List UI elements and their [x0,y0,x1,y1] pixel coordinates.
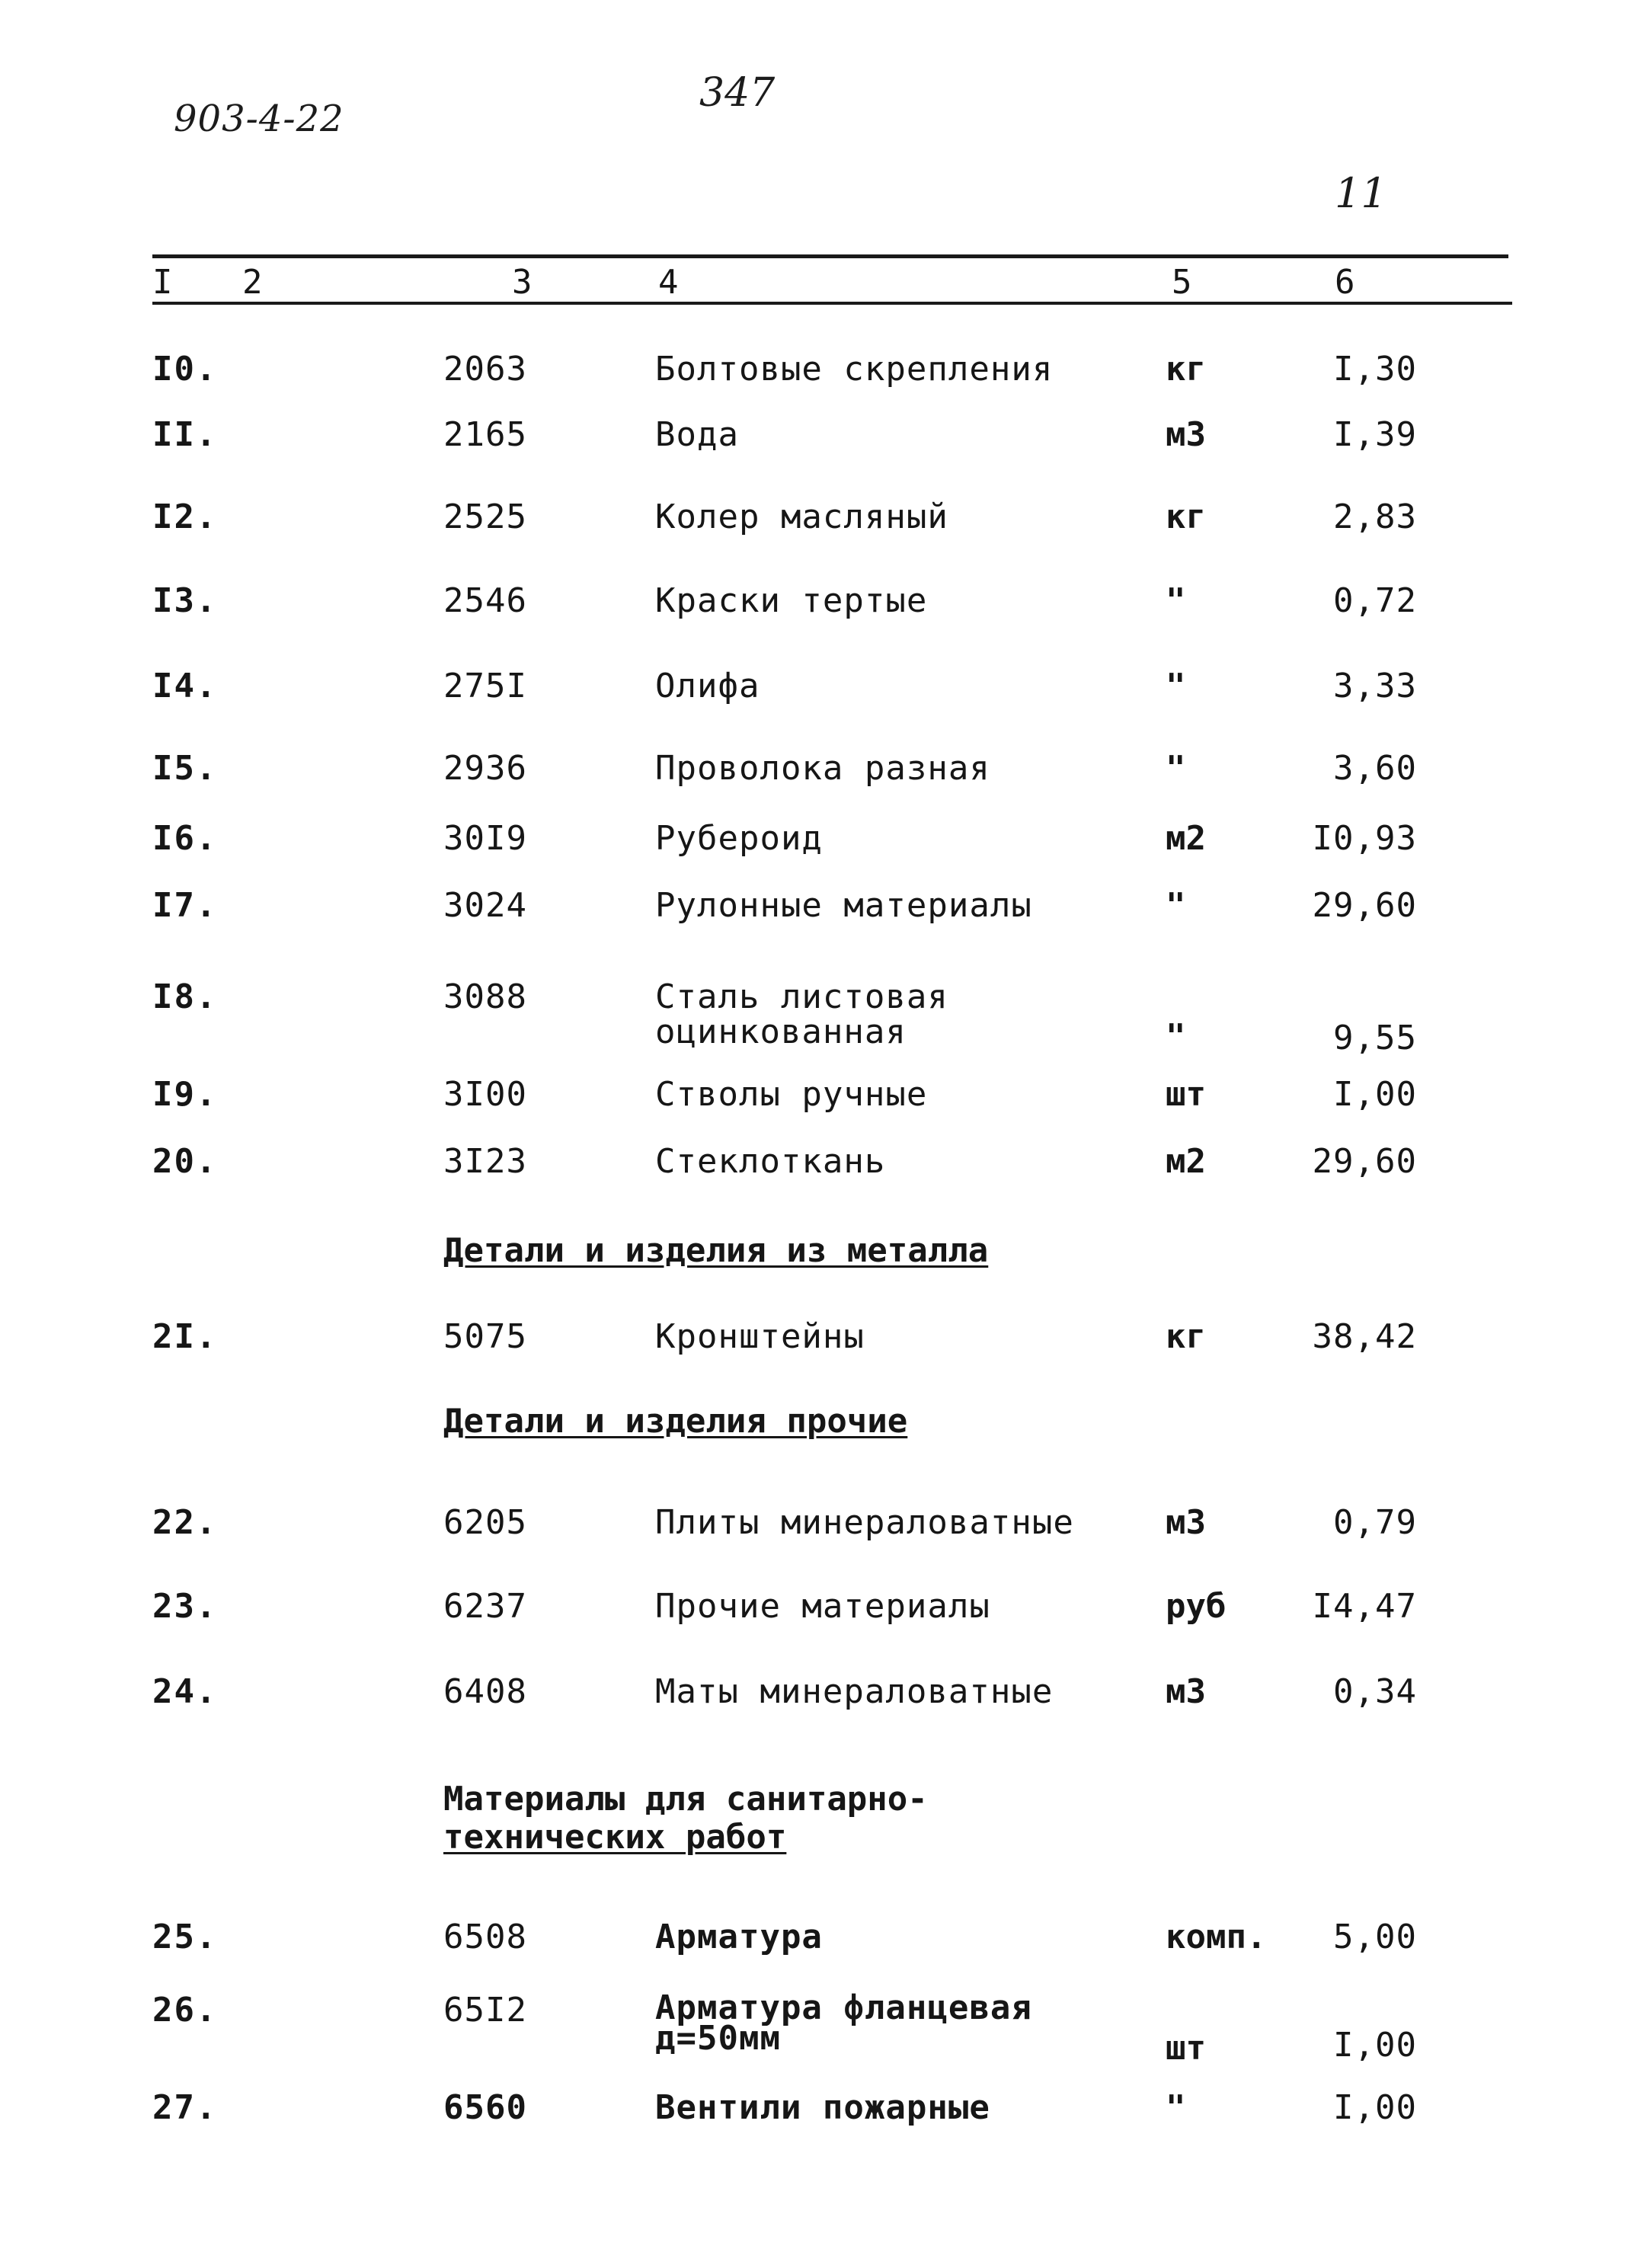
table-row [0,1672,1628,1720]
row-code: 2525 [443,497,527,536]
row-name: Стволы ручные [655,1075,928,1114]
row-number: 23. [152,1587,218,1626]
table-row [0,1505,1628,1551]
row-quantity: 38,42 [1312,1317,1417,1356]
row-code: 6237 [443,1587,527,1626]
row-name: Вода [655,415,739,454]
row-name: Олифа [655,667,760,705]
row-code: 2936 [443,749,527,788]
table-header-rule [152,302,1512,305]
row-name: Краски тертые [655,581,928,620]
table-row [0,1988,1628,2077]
row-unit: руб [1166,1587,1227,1626]
row-number: I8. [152,977,218,1016]
row-name: Маты минераловатные [655,1672,1054,1711]
row-quantity: 5,00 [1333,1918,1417,1956]
row-number: I2. [152,497,218,536]
row-number: 27. [152,2088,218,2127]
row-name: Проволока разная [655,749,990,788]
table-row [0,1144,1628,1190]
column-header-6: 6 [1335,263,1355,302]
row-number: I0. [152,350,218,389]
row-quantity: 0,34 [1333,1672,1417,1711]
table-top-rule [152,254,1508,258]
row-number: 25. [152,1918,218,1956]
table-row [0,669,1628,715]
row-number: I6. [152,819,218,858]
row-number: I3. [152,581,218,620]
table-row [0,751,1628,797]
row-quantity: 0,72 [1333,581,1417,620]
row-name: Стеклоткань [655,1142,886,1181]
table-row [0,497,1628,545]
row-number: 22. [152,1503,218,1542]
row-unit: " [1166,581,1186,620]
row-name: Арматура [655,1918,823,1956]
section-heading-metal: Детали и изделия из металла [443,1231,989,1270]
row-unit: м2 [1166,819,1206,858]
row-unit: комп. [1166,1918,1267,1956]
row-name: Болтовые скрепления [655,350,1054,389]
table-row [0,352,1628,398]
row-quantity: 3,33 [1333,667,1417,705]
row-code: 5075 [443,1317,527,1356]
row-number: I4. [152,667,218,705]
row-code: 3I23 [443,1142,527,1181]
row-code: 6560 [443,2088,527,2127]
row-unit: шт [1166,1075,1206,1114]
row-unit: шт [1166,2029,1206,2068]
row-code: 275I [443,667,527,705]
column-header-5: 5 [1172,263,1192,302]
row-number: 26. [152,1991,218,2030]
table-row [0,977,1628,1071]
row-code: 3I00 [443,1075,527,1114]
row-name: Арматура фланцевая д=50мм [655,1988,1032,2058]
row-unit: м2 [1166,1142,1206,1181]
row-name: Вентили пожарные [655,2088,990,2127]
table-row [0,417,1628,463]
row-unit: кг [1166,350,1206,389]
row-quantity: I0,93 [1312,819,1417,858]
row-unit: м3 [1166,1503,1206,1542]
section-heading-sanitary-line1: Материалы для санитарно- [443,1780,928,1819]
table-row [0,1077,1628,1123]
row-name: Колер масляный [655,497,948,536]
row-unit: м3 [1166,415,1206,454]
row-unit: кг [1166,1317,1206,1356]
row-quantity: 3,60 [1333,749,1417,788]
column-header-3: 3 [512,263,533,302]
row-number: I7. [152,886,218,925]
row-quantity: I,30 [1333,350,1417,389]
row-unit: " [1166,667,1186,705]
table-row [0,581,1628,629]
section-heading-sanitary-line2: технических работ [443,1818,787,1857]
row-name: Кронштейны [655,1317,865,1356]
page-number: 347 [699,70,776,116]
column-header-1: I [152,263,173,302]
row-code: 30I9 [443,819,527,858]
row-quantity: 2,83 [1333,497,1417,536]
row-quantity: 29,60 [1312,1142,1417,1181]
table-row [0,1589,1628,1635]
row-name: Рубероид [655,819,823,858]
table-row [0,1920,1628,1966]
row-code: 6408 [443,1672,527,1711]
row-quantity: 9,55 [1333,1019,1417,1057]
table-row [0,888,1628,934]
table-row [0,1317,1628,1365]
row-unit: " [1166,886,1186,925]
row-code: 3088 [443,977,527,1016]
row-quantity: 0,79 [1333,1503,1417,1542]
row-quantity: I,00 [1333,2026,1417,2065]
row-quantity: I,39 [1333,415,1417,454]
document-code: 903-4-22 [174,98,344,140]
row-code: 2546 [443,581,527,620]
row-number: 24. [152,1672,218,1711]
row-quantity: 29,60 [1312,886,1417,925]
sheet-number: 11 [1335,169,1387,217]
row-name: Рулонные материалы [655,886,1032,925]
row-code: 65I2 [443,1991,527,2030]
row-unit: " [1166,749,1186,788]
row-unit: кг [1166,497,1206,536]
row-unit: " [1166,1017,1186,1056]
row-code: 6205 [443,1503,527,1542]
row-code: 2063 [443,350,527,389]
row-code: 6508 [443,1918,527,1956]
row-number: 20. [152,1142,218,1181]
row-quantity: I,00 [1333,1075,1417,1114]
row-name: Прочие материалы [655,1587,990,1626]
row-number: I9. [152,1075,218,1114]
row-number: 2I. [152,1317,218,1356]
row-number: II. [152,415,218,454]
row-name: Плиты минераловатные [655,1503,1074,1542]
row-unit: м3 [1166,1672,1206,1711]
column-header-2: 2 [242,263,263,302]
row-code: 2165 [443,415,527,454]
row-quantity: I,00 [1333,2088,1417,2127]
column-header-4: 4 [658,263,679,302]
row-number: I5. [152,749,218,788]
row-quantity: I4,47 [1312,1587,1417,1626]
row-code: 3024 [443,886,527,925]
section-heading-other: Детали и изделия прочие [443,1402,908,1441]
table-row [0,821,1628,867]
row-unit: " [1166,2088,1186,2127]
table-row [0,2090,1628,2136]
row-name: Сталь листовая оцинкованная [655,977,948,1051]
